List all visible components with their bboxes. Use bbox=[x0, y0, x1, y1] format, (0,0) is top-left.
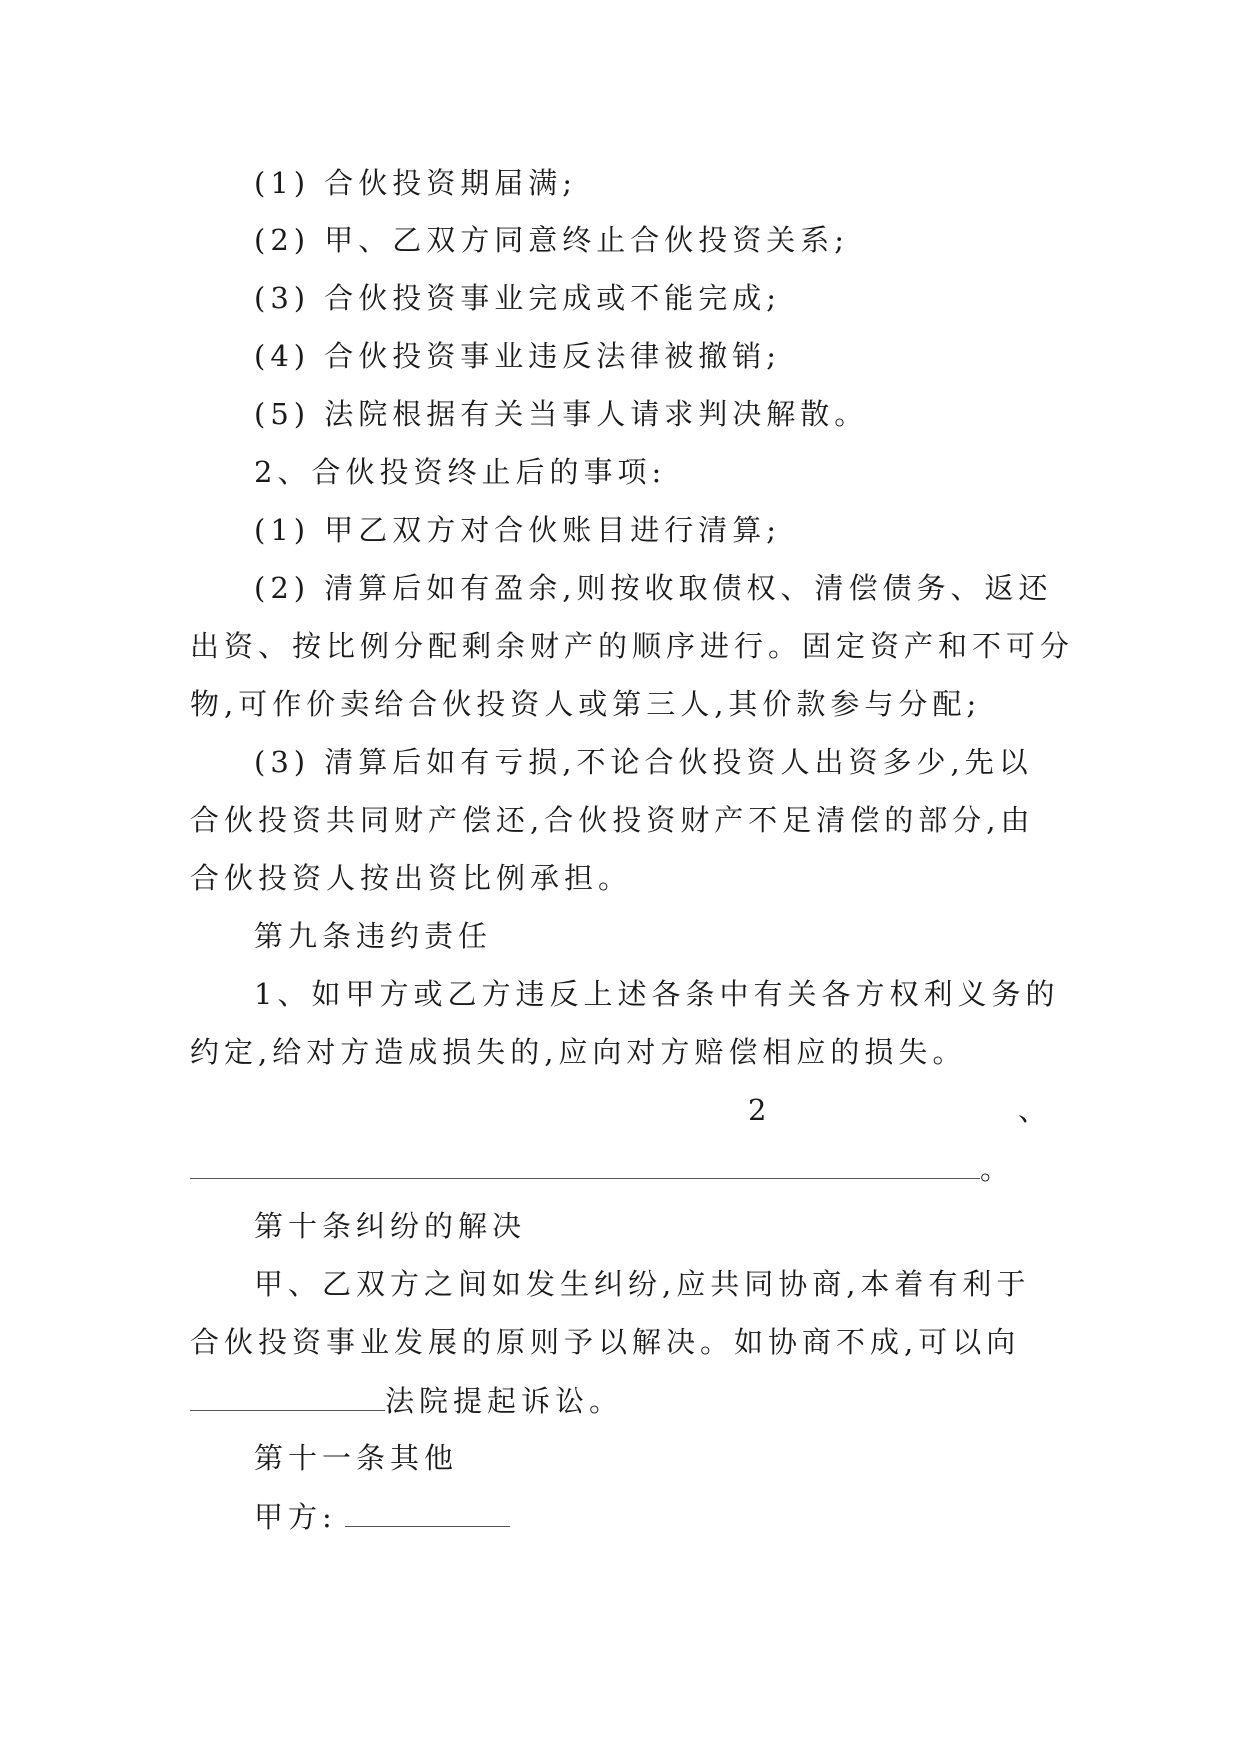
paragraph-line: 物,可作价卖给合伙投资人或第三人,其价款参与分配; bbox=[190, 687, 982, 721]
paragraph-line: (1) 甲乙双方对合伙账目进行清算; bbox=[254, 513, 782, 547]
paragraph-line: 1、如甲方或乙方违反上述各条中有关各方权利义务的 bbox=[254, 977, 1060, 1011]
paragraph-line: (3) 合伙投资事业完成或不能完成; bbox=[254, 281, 782, 315]
paragraph-line: (4) 合伙投资事业违反法律被撤销; bbox=[254, 339, 782, 373]
clause-number: 2 bbox=[748, 1093, 767, 1127]
court-line bbox=[190, 1380, 1050, 1421]
paragraph-line: (5) 法院根据有关当事人请求判决解散。 bbox=[254, 397, 869, 431]
paragraph-line: 甲、乙双方之间如发生纠纷,应共同协商,本着有利于 bbox=[254, 1267, 1031, 1301]
party-a-label: 甲方: bbox=[254, 1500, 337, 1534]
clause-blank-line bbox=[190, 1148, 1050, 1189]
section-heading: 第十一条其他 bbox=[254, 1441, 459, 1475]
court-line-text: 法院提起诉讼。 bbox=[385, 1384, 624, 1418]
paragraph-line: (1) 合伙投资期届满; bbox=[254, 166, 578, 200]
party-a-line bbox=[254, 1496, 1114, 1537]
paragraph-line: (2) 甲、乙双方同意终止合伙投资关系; bbox=[254, 223, 850, 257]
fill-in-blank[interactable] bbox=[190, 1148, 980, 1179]
paragraph-line: 出资、按比例分配剩余财产的顺序进行。固定资产和不可分 bbox=[190, 629, 1075, 663]
section-heading: 第九条违约责任 bbox=[254, 919, 493, 953]
paragraph-line: 合伙投资共同财产偿还,合伙投资财产不足清偿的部分,由 bbox=[190, 803, 1035, 837]
paragraph-line: 合伙投资事业发展的原则予以解决。如协商不成,可以向 bbox=[190, 1325, 1021, 1359]
court-name-blank[interactable] bbox=[190, 1380, 385, 1411]
clause-mark: 、 bbox=[1018, 1093, 1048, 1127]
paragraph-line: 合伙投资人按出资比例承担。 bbox=[190, 861, 633, 895]
paragraph-line: 约定,给对方造成损失的,应向对方赔偿相应的损失。 bbox=[190, 1035, 967, 1069]
section-heading: 第十条纠纷的解决 bbox=[254, 1209, 527, 1243]
paragraph-line: 2、合伙投资终止后的事项: bbox=[254, 455, 667, 489]
clause-end-mark: 。 bbox=[980, 1152, 1010, 1186]
paragraph-line: (3) 清算后如有亏损,不论合伙投资人出资多少,先以 bbox=[254, 745, 1033, 779]
paragraph-line: (2) 清算后如有盈余,则按收取债权、清偿债务、返还 bbox=[254, 571, 1053, 605]
party-a-blank[interactable] bbox=[345, 1496, 510, 1527]
